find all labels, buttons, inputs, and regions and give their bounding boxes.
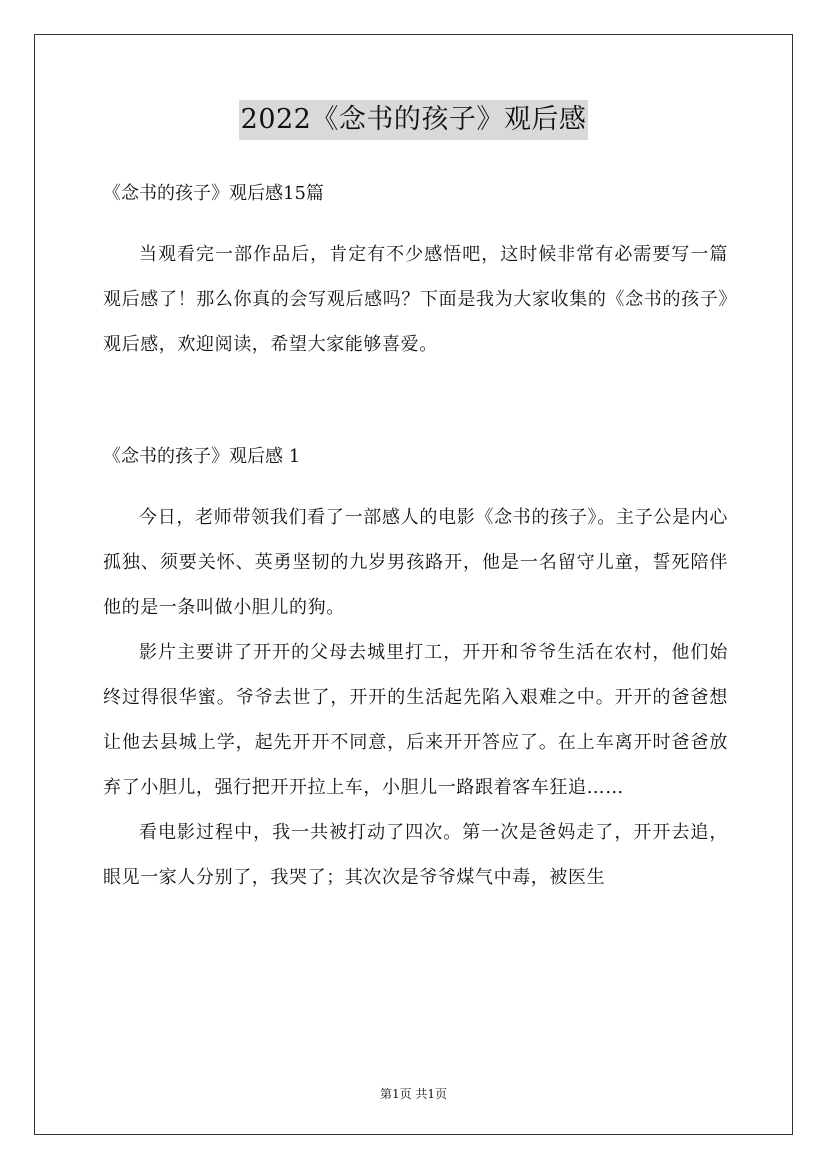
document-title: 2022《念书的孩子》观后感 xyxy=(239,100,589,140)
section-heading: 《念书的孩子》观后感 1 xyxy=(103,446,301,467)
page-footer: 第1页 共1页 xyxy=(379,1087,448,1101)
document-title-wrap xyxy=(0,100,827,140)
intro-paragraph: 当观看完一部作品后，肯定有不少感悟吧，这时候非常有必需要写一篇观后感了！那么你真的会写观后感吗？下面是我为大家收集的《念书的孩子》观后感，欢迎阅读，希望大家能够喜爱。 xyxy=(103,244,728,355)
section-spacer xyxy=(103,367,728,441)
document-subtitle: 《念书的孩子》观后感15篇 xyxy=(103,183,324,204)
document-body xyxy=(103,178,728,900)
body-paragraph: 影片主要讲了开开的父母去城里打工，开开和爷爷生活在农村，他们始终过得很华蜜。爷爷去世了，开开的生活起先陷入艰难之中。开开的爸爸想让他去县城上学，起先开开不同意，后来开开答应了。在上车离开时爸爸放弃了小胆儿，强行把开开拉上车，小胆儿一路跟着客车狂追…… xyxy=(103,642,728,798)
body-paragraph: 今日，老师带领我们看了一部感人的电影《念书的孩子》。主子公是内心孤独、须要关怀、英勇坚韧的九岁男孩路开，他是一名留守儿童，誓死陪伴他的是一条叫做小胆儿的狗。 xyxy=(103,507,728,618)
body-paragraph: 看电影过程中，我一共被打动了四次。第一次是爸妈走了，开开去追，眼见一家人分别了，我哭了；其次次是爷爷煤气中毒，被医生 xyxy=(103,822,728,888)
